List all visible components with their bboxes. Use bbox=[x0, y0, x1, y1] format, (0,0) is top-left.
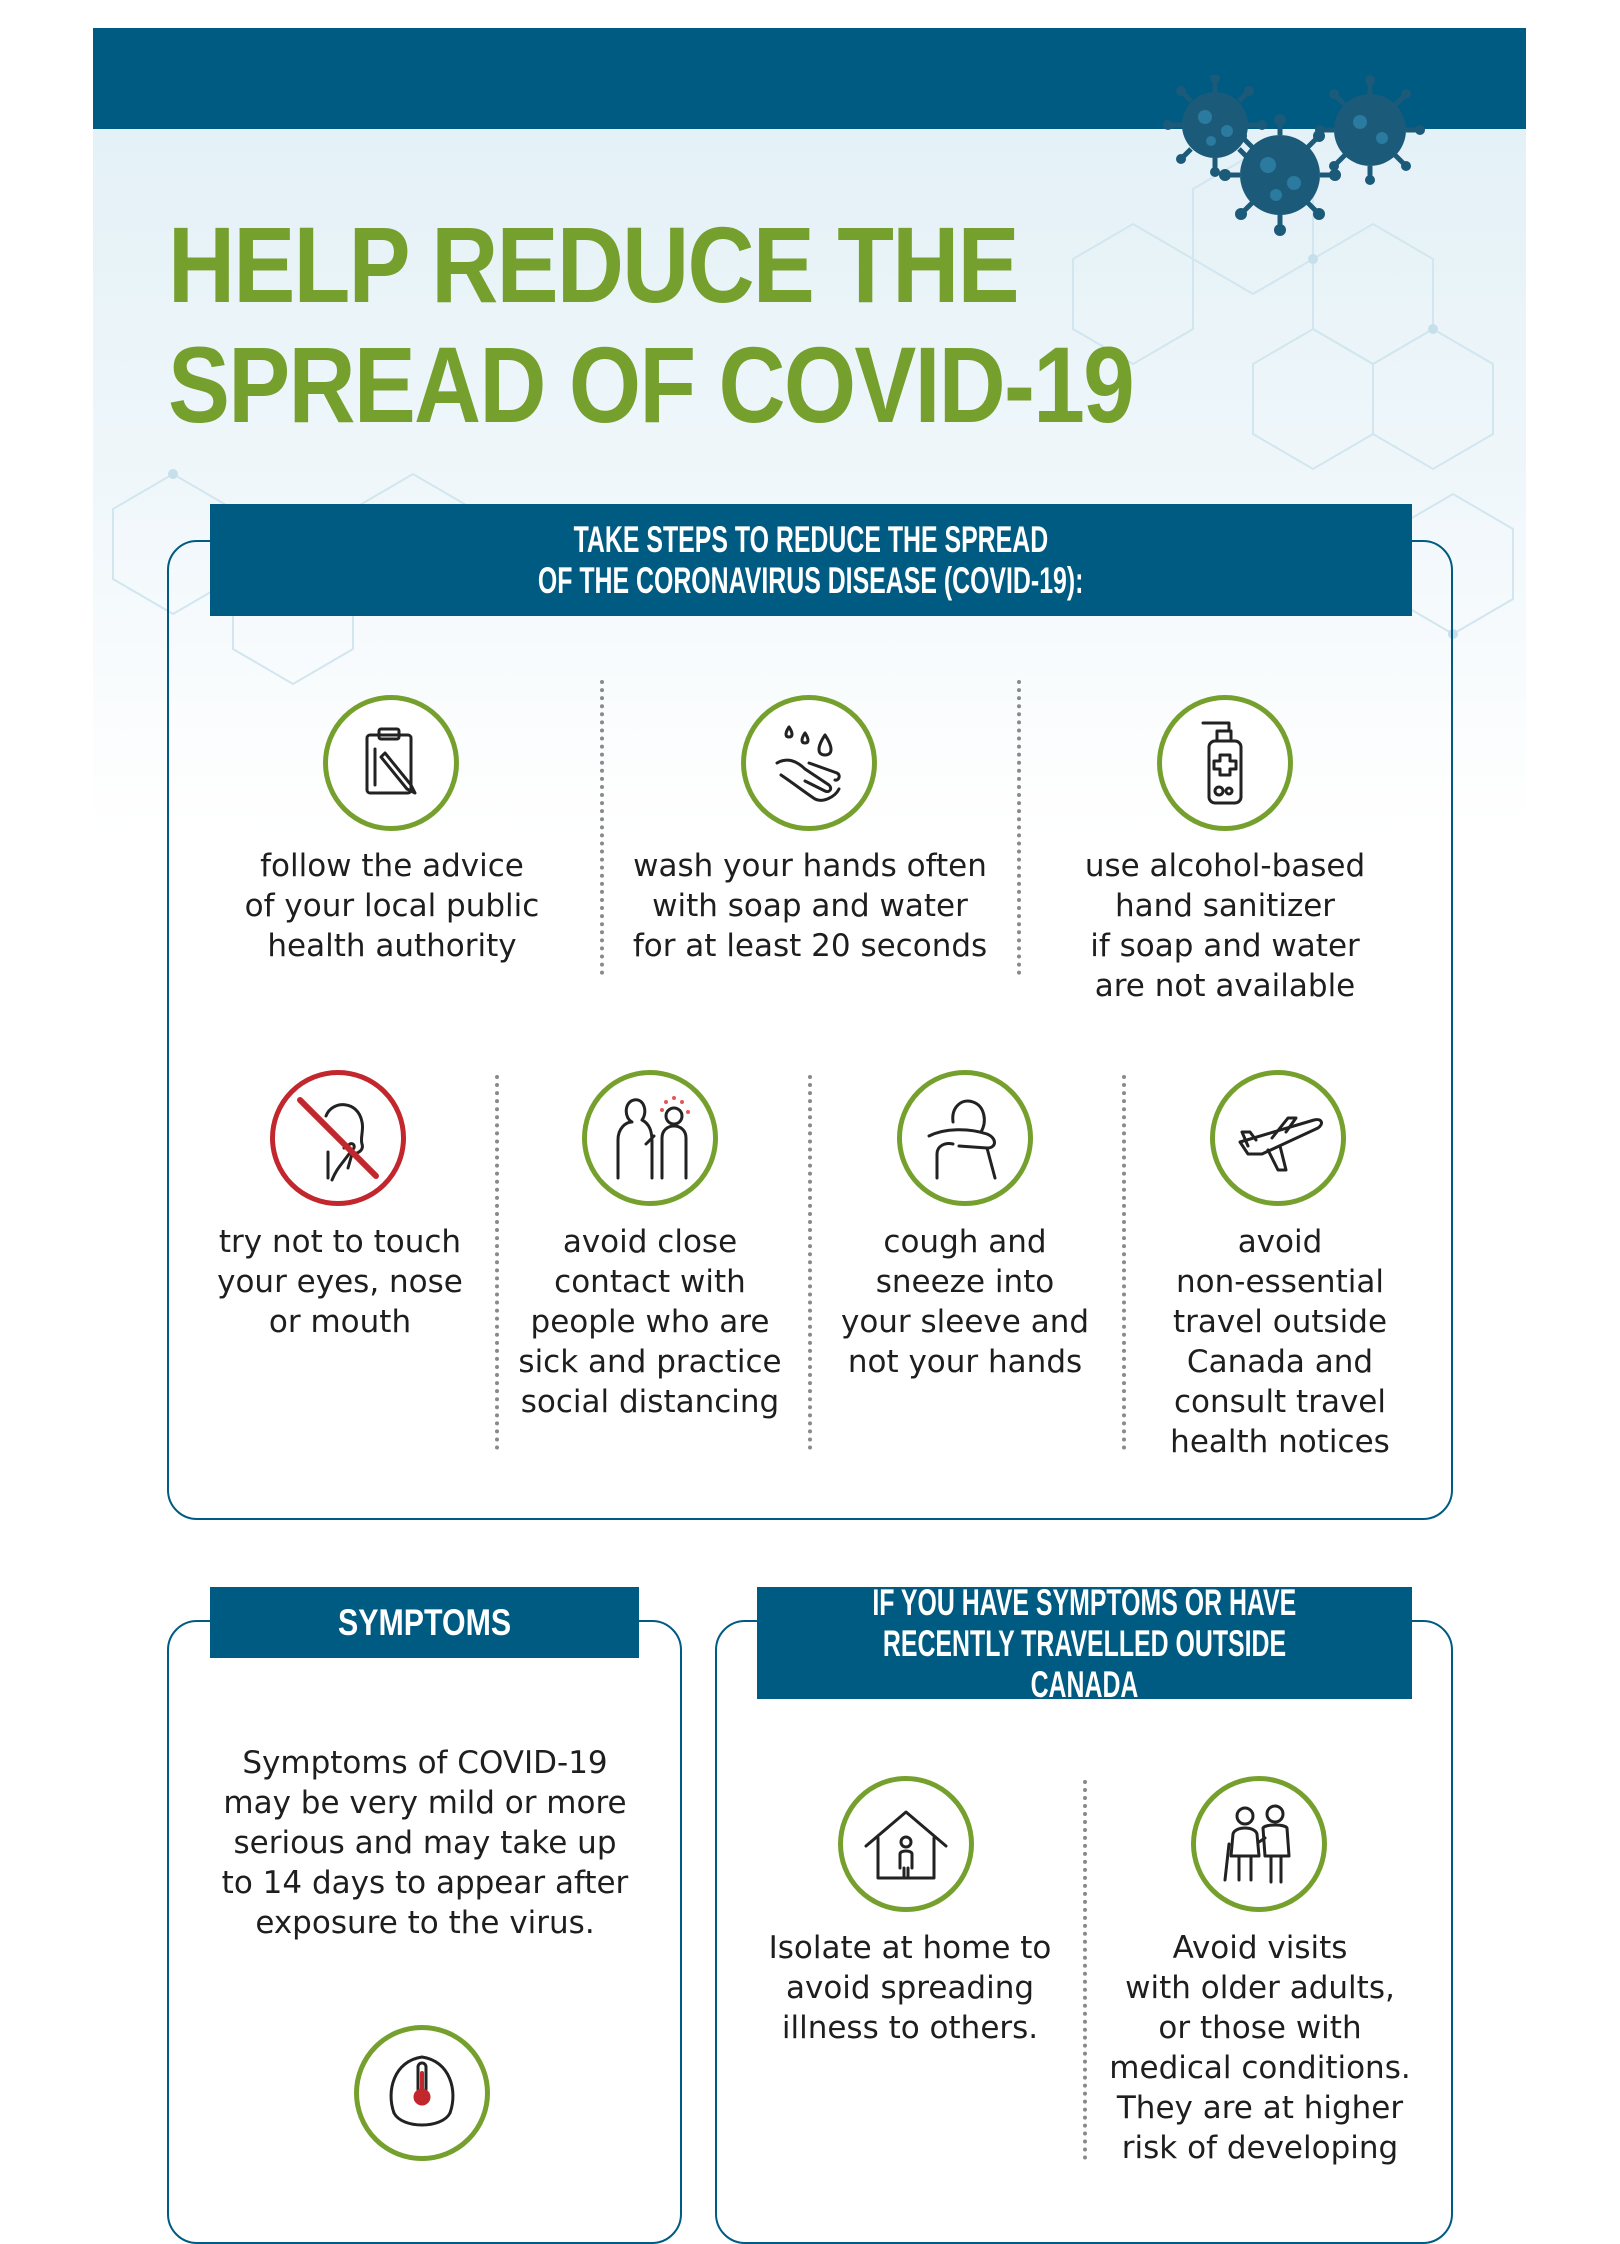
step-caption: wash your hands often with soap and water for at least 20 seconds bbox=[632, 848, 988, 964]
step-caption: avoid non-essential travel outside Canada and consult travel health notices bbox=[1170, 1224, 1390, 1460]
steps-heading-line-2: OF THE CORONAVIRUS DISEASE (COVID-19): bbox=[538, 560, 1084, 601]
page-title-line-2: SPREAD OF COVID-19 bbox=[168, 324, 1134, 445]
handwashing-icon bbox=[741, 695, 877, 831]
airplane-icon bbox=[1210, 1070, 1346, 1206]
dotted-divider bbox=[1122, 1075, 1126, 1450]
dotted-divider bbox=[1017, 680, 1021, 975]
step-caption: avoid close contact with people who are sick and practice social distancing bbox=[518, 1224, 782, 1420]
no-face-touch-icon bbox=[270, 1070, 406, 1206]
fever-head-icon bbox=[354, 2025, 490, 2161]
step-caption: cough and sneeze into your sleeve and not your hands bbox=[840, 1224, 1090, 1380]
action-caption: Avoid visits with older adults, or those with medical conditions. They are at higher risk of developing bbox=[1109, 1930, 1411, 2166]
actions-heading-line-1: IF YOU HAVE SYMPTOMS OR HAVE bbox=[872, 1581, 1297, 1623]
steps-heading-line-1: TAKE STEPS TO REDUCE THE SPREAD bbox=[573, 519, 1049, 560]
cough-sleeve-icon bbox=[897, 1070, 1033, 1206]
symptoms-text: Symptoms of COVID-19 may be very mild or more serious and may take up to 14 days to appear after exposure to the virus. bbox=[221, 1745, 629, 1941]
page-title bbox=[168, 205, 1133, 445]
dotted-divider bbox=[808, 1075, 812, 1450]
step-caption: use alcohol-based hand sanitizer if soap and water are not available bbox=[1084, 848, 1366, 1004]
older-adults-icon bbox=[1191, 1776, 1327, 1912]
actions-heading bbox=[757, 1581, 1412, 1705]
actions-heading-line-2: RECENTLY TRAVELLED OUTSIDE CANADA bbox=[882, 1622, 1287, 1705]
clipboard-icon bbox=[323, 695, 459, 831]
home-isolation-icon bbox=[838, 1776, 974, 1912]
dotted-divider bbox=[1083, 1780, 1087, 2160]
action-caption: Isolate at home to avoid spreading illness to others. bbox=[768, 1930, 1052, 2046]
steps-heading bbox=[210, 504, 1412, 616]
coronavirus-icon bbox=[1160, 75, 1440, 240]
step-caption: follow the advice of your local public health authority bbox=[244, 848, 540, 964]
page-title-line-1: HELP REDUCE THE bbox=[168, 204, 1018, 325]
dotted-divider bbox=[600, 680, 604, 975]
symptoms-heading: SYMPTOMS bbox=[210, 1587, 639, 1658]
distancing-icon bbox=[582, 1070, 718, 1206]
sanitizer-icon bbox=[1157, 695, 1293, 831]
dotted-divider bbox=[495, 1075, 499, 1450]
step-caption: try not to touch your eyes, nose or mouth bbox=[217, 1224, 463, 1340]
